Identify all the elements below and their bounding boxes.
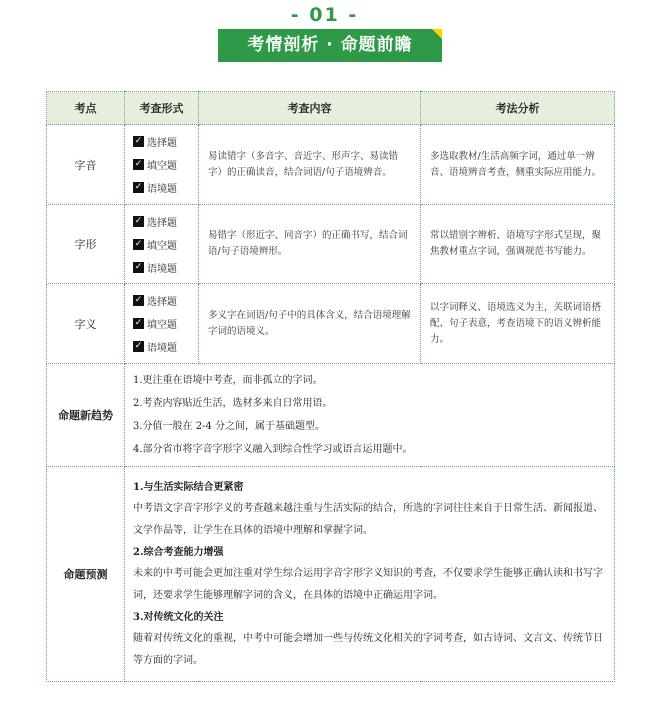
section-title: 考情剖析 · 命题前瞻 [247, 35, 413, 55]
form-item [133, 335, 198, 358]
row-content-cell: 多义字在词语/句子中的具体含义，结合语境理解字词的语境义。 [199, 284, 421, 364]
section-title-banner [218, 29, 442, 62]
form-item [133, 312, 198, 335]
prediction-heading: 1.与生活实际结合更紧密 [133, 481, 244, 493]
header-cell-point: 考点 [47, 92, 125, 125]
trend-item: 4.部分省市将字音字形字义融入到综合性学习或语言运用题中。 [133, 444, 413, 455]
prediction-body: 中考语文字音字形字义的考查越来越注重与生活实际的结合，所选的字词往往来自于日常生活、新闻报道、文学作品等，让学生在具体的语境中理解和掌握字词。 [133, 502, 603, 536]
form-item [133, 153, 198, 176]
form-item [133, 289, 198, 312]
trend-content [125, 364, 615, 467]
form-label: 语境题 [147, 263, 177, 275]
check-icon: ✓ [134, 182, 143, 192]
prediction-body: 未来的中考可能会更加注重对学生综合运用字音字形字义知识的考查，不仅要求学生能够正确认读和书写字词，还要求学生能够理解字词的含义，在具体的语境中正确运用字词。 [133, 567, 603, 601]
prediction-body: 随着对传统文化的重视，中考中可能会增加一些与传统文化相关的字词考查，如古诗词、文言文、传统节日等方面的字词。 [133, 632, 603, 666]
row-point-cell: 字义 [47, 284, 125, 364]
form-label: 选择题 [147, 138, 177, 149]
check-icon: ✓ [134, 318, 143, 328]
check-icon: ✓ [134, 261, 143, 272]
table-row [47, 125, 615, 205]
header-cell-form: 考查形式 [125, 92, 199, 125]
header-cell-content: 考查内容 [199, 92, 421, 125]
row-content-cell: 易错字（形近字、同音字）的正确书写，结合词语/句子语境辨形。 [199, 205, 421, 284]
check-icon: ✓ [134, 159, 143, 169]
check-icon: ✓ [134, 238, 143, 249]
prediction-heading: 2.综合考查能力增强 [133, 546, 224, 558]
row-point-cell: 字音 [47, 125, 125, 205]
header-cell-analysis: 考法分析 [421, 92, 615, 125]
form-label: 语境题 [147, 343, 177, 354]
row-forms-cell [125, 205, 199, 284]
form-label: 选择题 [147, 297, 177, 308]
table-header-row [47, 92, 615, 125]
form-item [133, 233, 198, 256]
table-row [47, 205, 615, 284]
form-item [133, 130, 198, 153]
trend-item: 3.分值一般在 2-4 分之间，属于基础题型。 [133, 421, 326, 432]
prediction-content [125, 467, 615, 682]
check-icon: ✓ [134, 341, 143, 351]
trend-item: 2.考查内容贴近生活，选材多来自日常用语。 [133, 398, 333, 409]
prediction-heading: 3.对传统文化的关注 [133, 611, 224, 623]
form-item [133, 210, 198, 233]
trend-label: 命题新趋势 [47, 364, 125, 467]
prediction-row [47, 467, 615, 682]
form-item [133, 176, 198, 199]
trend-row [47, 364, 615, 467]
form-item [133, 256, 198, 279]
form-label: 语境题 [147, 184, 177, 195]
row-content-cell: 易读错字（多音字、音近字、形声字、易读错字）的正确读音，结合词语/句子语境辨音。 [199, 125, 421, 205]
row-analysis-cell: 多选取教材/生活高频字词，通过单一辨音、语境辨音考查，侧重实际应用能力。 [421, 125, 615, 205]
row-forms-cell [125, 284, 199, 364]
check-icon: ✓ [134, 136, 143, 146]
check-icon: ✓ [134, 215, 143, 226]
row-analysis-cell: 常以错别字辨析、语境写字形式呈现，聚焦教材重点字词，强调规范书写能力。 [421, 205, 615, 284]
row-forms-cell [125, 125, 199, 205]
exam-analysis-table [46, 91, 615, 682]
trend-item: 1.更注重在语境中考查，而非孤立的字词。 [133, 375, 323, 386]
table-row [47, 284, 615, 364]
section-number: - 01 - [290, 4, 359, 26]
prediction-label: 命题预测 [47, 467, 125, 682]
form-label: 填空题 [147, 161, 177, 172]
form-label: 选择题 [147, 217, 177, 229]
row-analysis-cell: 以字词释义、语境选义为主，关联词语搭配、句子表意，考查语境下的语义辨析能力。 [421, 284, 615, 364]
form-label: 填空题 [147, 320, 177, 331]
check-icon: ✓ [134, 295, 143, 305]
form-label: 填空题 [147, 240, 177, 252]
row-point-cell: 字形 [47, 205, 125, 284]
banner-corner-decoration [432, 29, 442, 39]
